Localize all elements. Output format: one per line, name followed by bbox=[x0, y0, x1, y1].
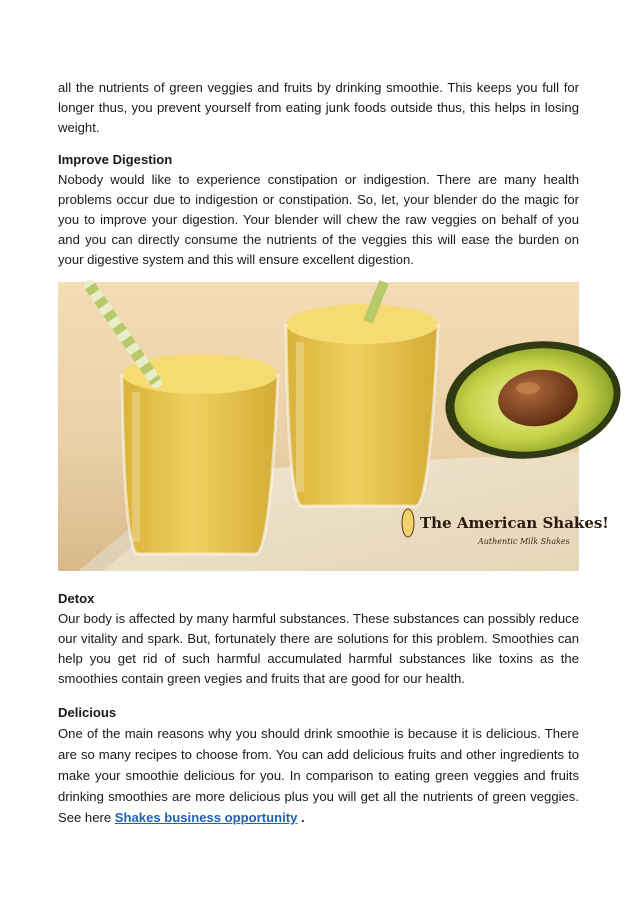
section-heading-detox: Detox bbox=[58, 591, 95, 606]
section-body-detox: Our body is affected by many harmful substances. These substances can possibly reduce our vitality and spark. But, fortunately there are solutions for this problem. Smoothies can help you get rid of such harmful accumulated harmful substances like toxins as the smoothies contain green vegies and fruits that are good for our health. bbox=[58, 611, 579, 686]
section-body-delicious bbox=[58, 723, 579, 828]
page-content bbox=[58, 78, 609, 828]
shakes-business-opportunity-link[interactable]: Shakes business opportunity bbox=[114, 810, 298, 825]
intro-paragraph: all the nutrients of green veggies and fruits by drinking smoothie. This keeps you full for longer thus, you prevent yourself from eating junk foods outside thus, this helps in losing weight. bbox=[58, 80, 579, 135]
right-glass bbox=[286, 282, 438, 506]
section-heading-improve-digestion: Improve Digestion bbox=[58, 152, 173, 167]
smoothie-illustration bbox=[58, 282, 609, 571]
smoothie-photo bbox=[58, 282, 609, 571]
link-trailing-period: . bbox=[297, 810, 305, 825]
svg-text:Authentic Milk Shakes: Authentic Milk Shakes bbox=[478, 537, 570, 546]
section-body-improve-digestion: Nobody would like to experience constipation or indigestion. There are many health problems occur due to indigestion or constipation. So, let, your blender do the magic for you to improve your digestion. Your blender will chew the raw veggies on behalf of you and you can directly consume the nutrients of the veggies this will ease the burden on your digestive system and this will ensure excellent digestion. bbox=[58, 172, 579, 267]
section-heading-delicious: Delicious bbox=[58, 705, 117, 720]
svg-text:The American Shakes!: The American Shakes! bbox=[420, 514, 609, 532]
delicious-text: One of the main reasons why you should drink smoothie is because it is delicious. There are so many recipes to choose from. You can add delicious fruits and other ingredients to make your smoothie delicious for you. In comparison to eating green veggies and fruits drinking smoothies are more delicious plus you will get all the nutrients of green veggies. See here bbox=[58, 726, 579, 825]
